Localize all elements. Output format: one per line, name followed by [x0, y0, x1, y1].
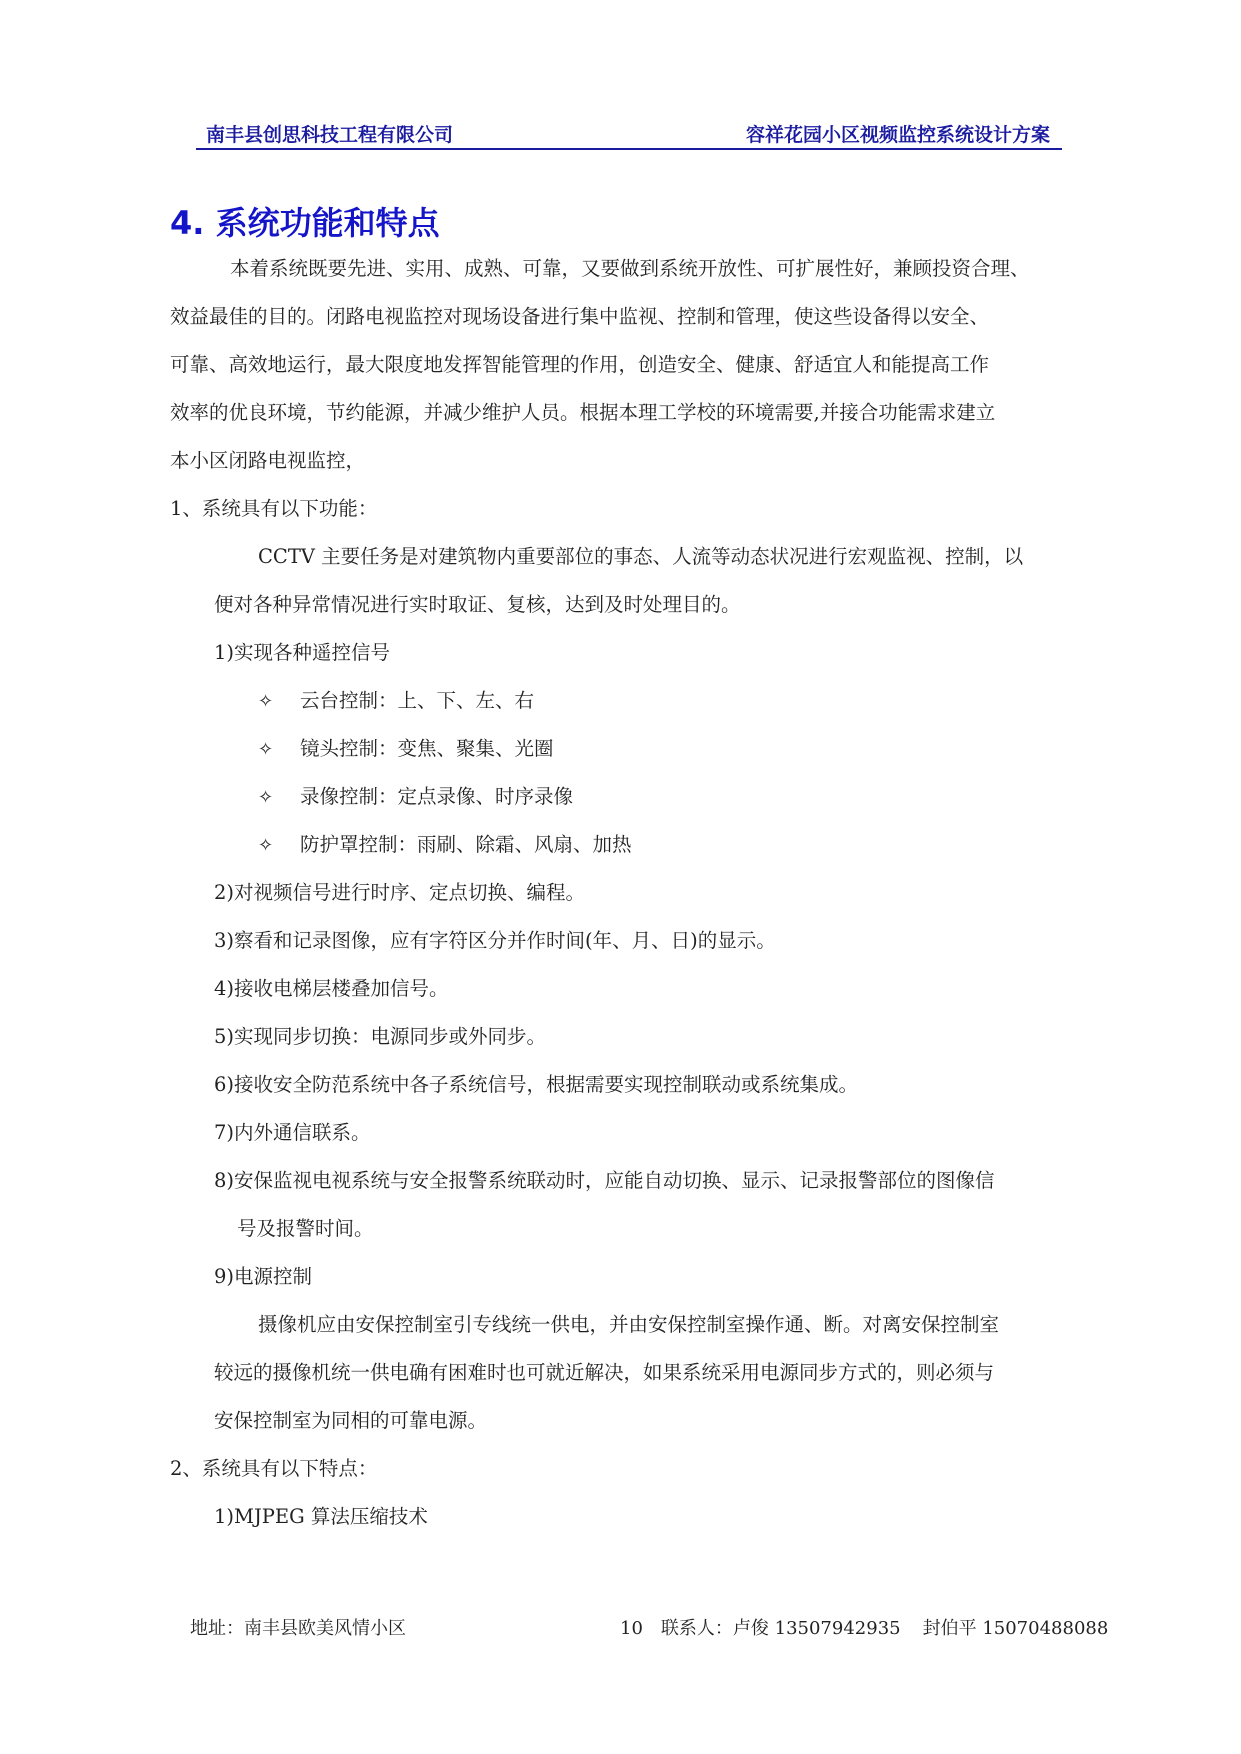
feature-item-1: 1)MJPEG 算法压缩技术: [214, 1505, 428, 1528]
function-item-4: 4)接收电梯层楼叠加信号。: [214, 977, 449, 1000]
bullet-item: [258, 686, 534, 717]
intro-line-2: 效益最佳的目的。闭路电视监控对现场设备进行集中监视、控制和管理，使这些设备得以安全、: [170, 305, 990, 328]
intro-line-4: 效率的优良环境，节约能源，并减少维护人员。根据本理工学校的环境需要,并接合功能需求建立: [170, 401, 996, 424]
footer-contact-1: 联系人：卢俊 13507942935: [660, 1618, 901, 1639]
function-item-5: 5)实现同步切换：电源同步或外同步。: [214, 1025, 547, 1048]
page-number: 10: [620, 1618, 643, 1639]
intro-line-5: 本小区闭路电视监控，: [170, 449, 366, 472]
footer-contact-2: 封伯平 15070488088: [922, 1618, 1109, 1639]
function-item-6: 6)接收安全防范系统中各子系统信号，根据需要实现控制联动或系统集成。: [214, 1073, 859, 1096]
function-item-2: 2)对视频信号进行时序、定点切换、编程。: [214, 881, 586, 904]
page-footer: [190, 1614, 1109, 1644]
intro-line-3: 可靠、高效地运行，最大限度地发挥智能管理的作用，创造安全、健康、舒适宜人和能提高工作: [170, 353, 990, 376]
section-title: 4. 系统功能和特点: [170, 204, 440, 242]
function-item-3: 3)察看和记录图像，应有字符区分并作时间(年、月、日)的显示。: [214, 929, 776, 952]
functions-desc-line-2: 便对各种异常情况进行实时取证、复核，达到及时处理目的。: [214, 593, 741, 616]
bullet-item: [258, 782, 573, 813]
diamond-star-icon: ✧: [258, 787, 274, 808]
footer-contact-block: [620, 1614, 1108, 1640]
bullet-text: 防护罩控制：雨刷、除霜、风扇、加热: [300, 833, 632, 856]
bullet-text: 云台控制：上、下、左、右: [300, 689, 535, 712]
features-heading: 2、系统具有以下特点：: [170, 1457, 378, 1480]
diamond-star-icon: ✧: [258, 835, 274, 856]
bullet-text: 镜头控制：变焦、聚集、光圈: [300, 737, 554, 760]
functions-desc-line-1: CCTV 主要任务是对建筑物内重要部位的事态、人流等动态状况进行宏观监视、控制，以: [258, 545, 1024, 568]
function-item-9-desc-line-2: 较远的摄像机统一供电确有困难时也可就近解决，如果系统采用电源同步方式的，则必须与: [214, 1361, 995, 1384]
functions-heading: 1、系统具有以下功能：: [170, 497, 378, 520]
footer-address: 地址：南丰县欧美风情小区: [190, 1618, 406, 1639]
bullet-item: [258, 734, 554, 765]
bullet-text: 录像控制：定点录像、时序录像: [300, 785, 574, 808]
intro-line-1: 本着系统既要先进、实用、成熟、可靠，又要做到系统开放性、可扩展性好，兼顾投资合理、: [230, 257, 1030, 280]
function-item-1: 1)实现各种遥控信号: [214, 641, 391, 664]
function-item-9-desc-line-1: 摄像机应由安保控制室引专线统一供电，并由安保控制室操作通、断。对离安保控制室: [258, 1313, 1000, 1336]
function-item-9: 9)电源控制: [214, 1265, 313, 1288]
function-item-7: 7)内外通信联系。: [214, 1121, 371, 1144]
function-item-9-desc-line-3: 安保控制室为同相的可靠电源。: [214, 1409, 488, 1432]
page-header: [196, 118, 1062, 150]
diamond-star-icon: ✧: [258, 691, 274, 712]
header-company: 南丰县创思科技工程有限公司: [206, 124, 454, 146]
bullet-item: [258, 830, 632, 861]
diamond-star-icon: ✧: [258, 739, 274, 760]
function-item-8-line-2: 号及报警时间。: [237, 1217, 374, 1240]
header-project-title: 容祥花园小区视频监控系统设计方案: [745, 124, 1050, 146]
function-item-8-line-1: 8)安保监视电视系统与安全报警系统联动时，应能自动切换、显示、记录报警部位的图像信: [214, 1169, 995, 1192]
